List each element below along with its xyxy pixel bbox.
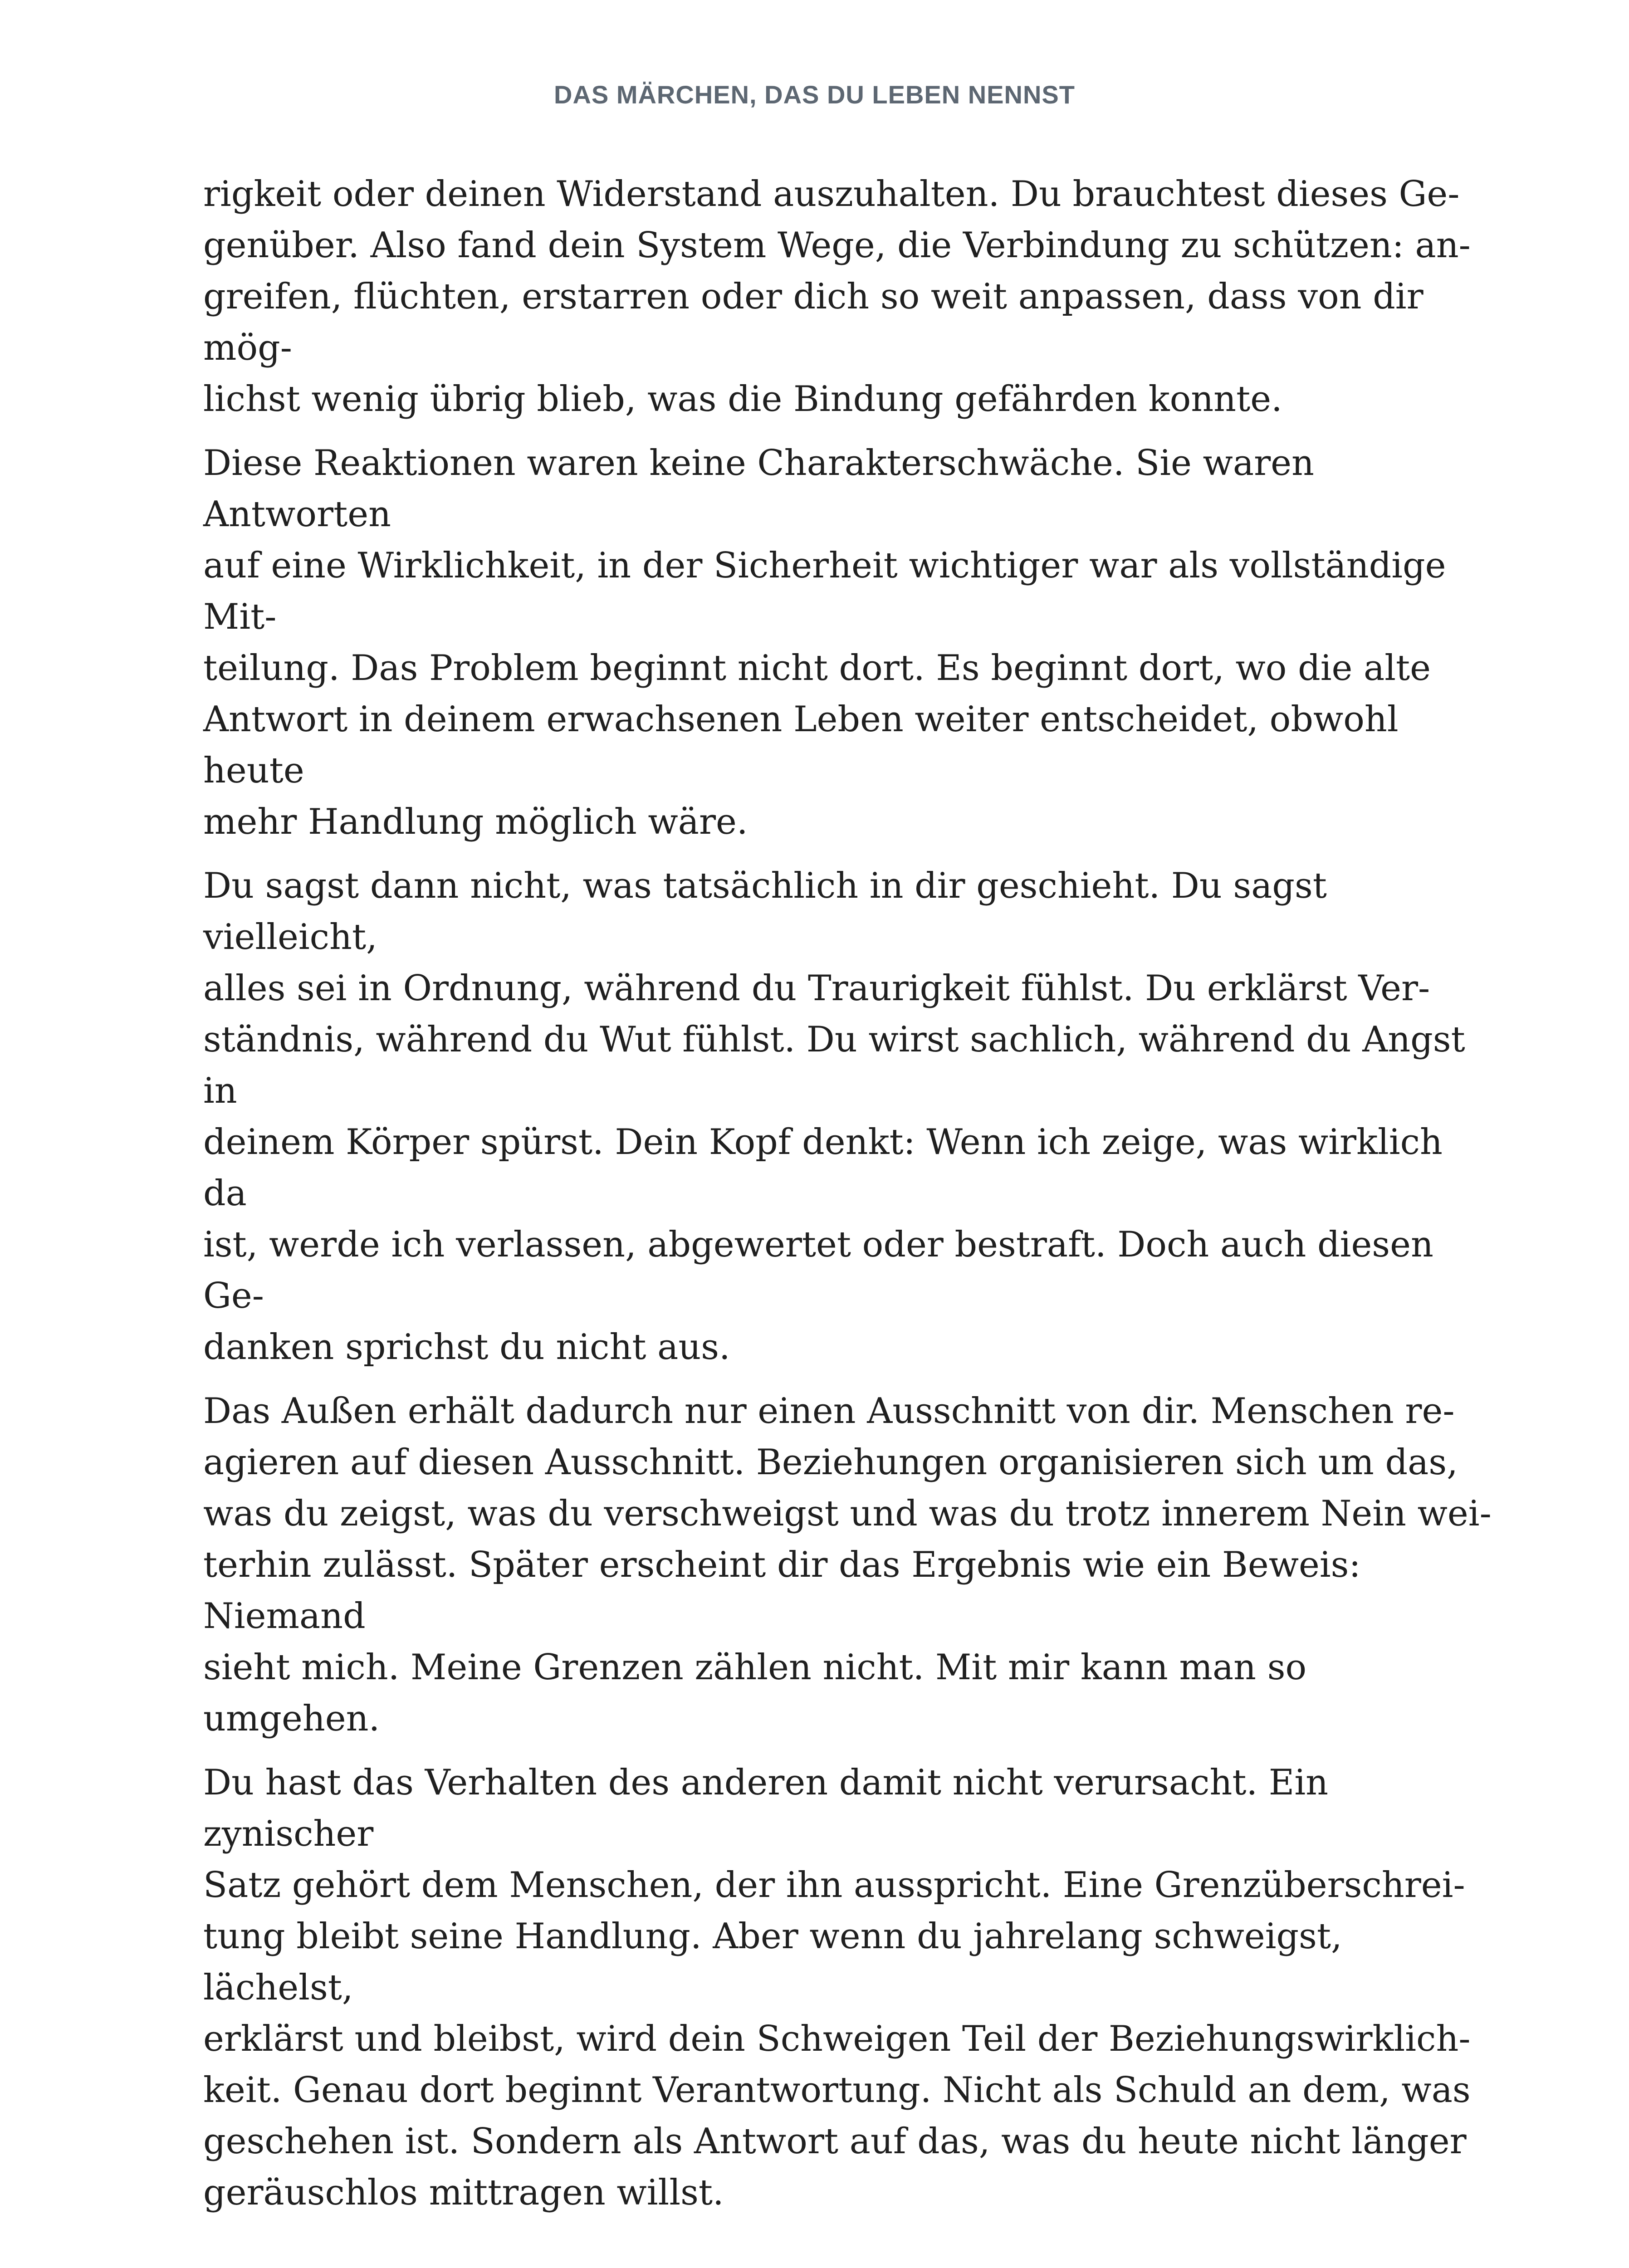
body-paragraph: Das Außen erhält dadurch nur einen Ausschnitt von dir. Menschen re- agieren auf diesen Ausschnitt. Beziehungen organisieren sich um das, was du zeigst, was du verschweigst und was du trotz innerem Nein wei- terhin zulässt. Später erscheint dir das Ergebnis wie ein Beweis: Niemand sieht mich. Meine Grenzen zählen nicht. Mit mir kann man so umgehen.: [203, 1391, 1492, 1739]
body-paragraph: Du hast das Verhalten des anderen damit nicht verursacht. Ein zynischer Satz gehört dem Menschen, der ihn ausspricht. Eine Grenzüberschrei- tung bleibt seine Handlung. Aber wenn du jahrelang schweigst, lächelst, erklärst und bleibst, wird dein Schweigen Teil der Beziehungswirklich- keit. Genau dort beginnt Verantwortung. Nicht als Schuld an dem, was geschehen ist. Sondern als Antwort auf das, was du heute nicht länger geräuschlos mittragen willst.: [203, 1762, 1471, 2213]
body-paragraph: rigkeit oder deinen Widerstand auszuhalten. Du brauchtest dieses Ge- genüber. Also fand dein System Wege, die Verbindung zu schützen: an- greifen, flüchten, erstarren oder dich so weit anpassen, dass von dir mög- lichst wenig übrig blieb, was die Bindung gefährden konnte.: [203, 174, 1471, 420]
page-body: [203, 169, 1492, 2268]
running-header: DAS MÄRCHEN, DAS DU LEBEN NENNST: [554, 80, 1075, 109]
body-paragraph: Du sagst dann nicht, was tatsächlich in dir geschieht. Du sagst vielleicht, alles sei in Ordnung, während du Traurigkeit fühlst. Du erklärst Ver- ständnis, während du Wut fühlst. Du wirst sachlich, während du Angst in deinem Körper spürst. Dein Kopf denkt: Wenn ich zeige, was wirklich da ist, werde ich verlassen, abgewertet oder bestraft. Doch auch diesen Ge- danken sprichst du nicht aus.: [203, 865, 1465, 1368]
body-paragraph: Diese Reaktionen waren keine Charakterschwäche. Sie waren Antworten auf eine Wirklichkeit, in der Sicherheit wichtiger war als vollständige Mit- teilung. Das Problem beginnt nicht dort. Es beginnt dort, wo die alte Antwort in deinem erwachsenen Leben weiter entscheidet, obwohl heute mehr Handlung möglich wäre.: [203, 443, 1446, 842]
